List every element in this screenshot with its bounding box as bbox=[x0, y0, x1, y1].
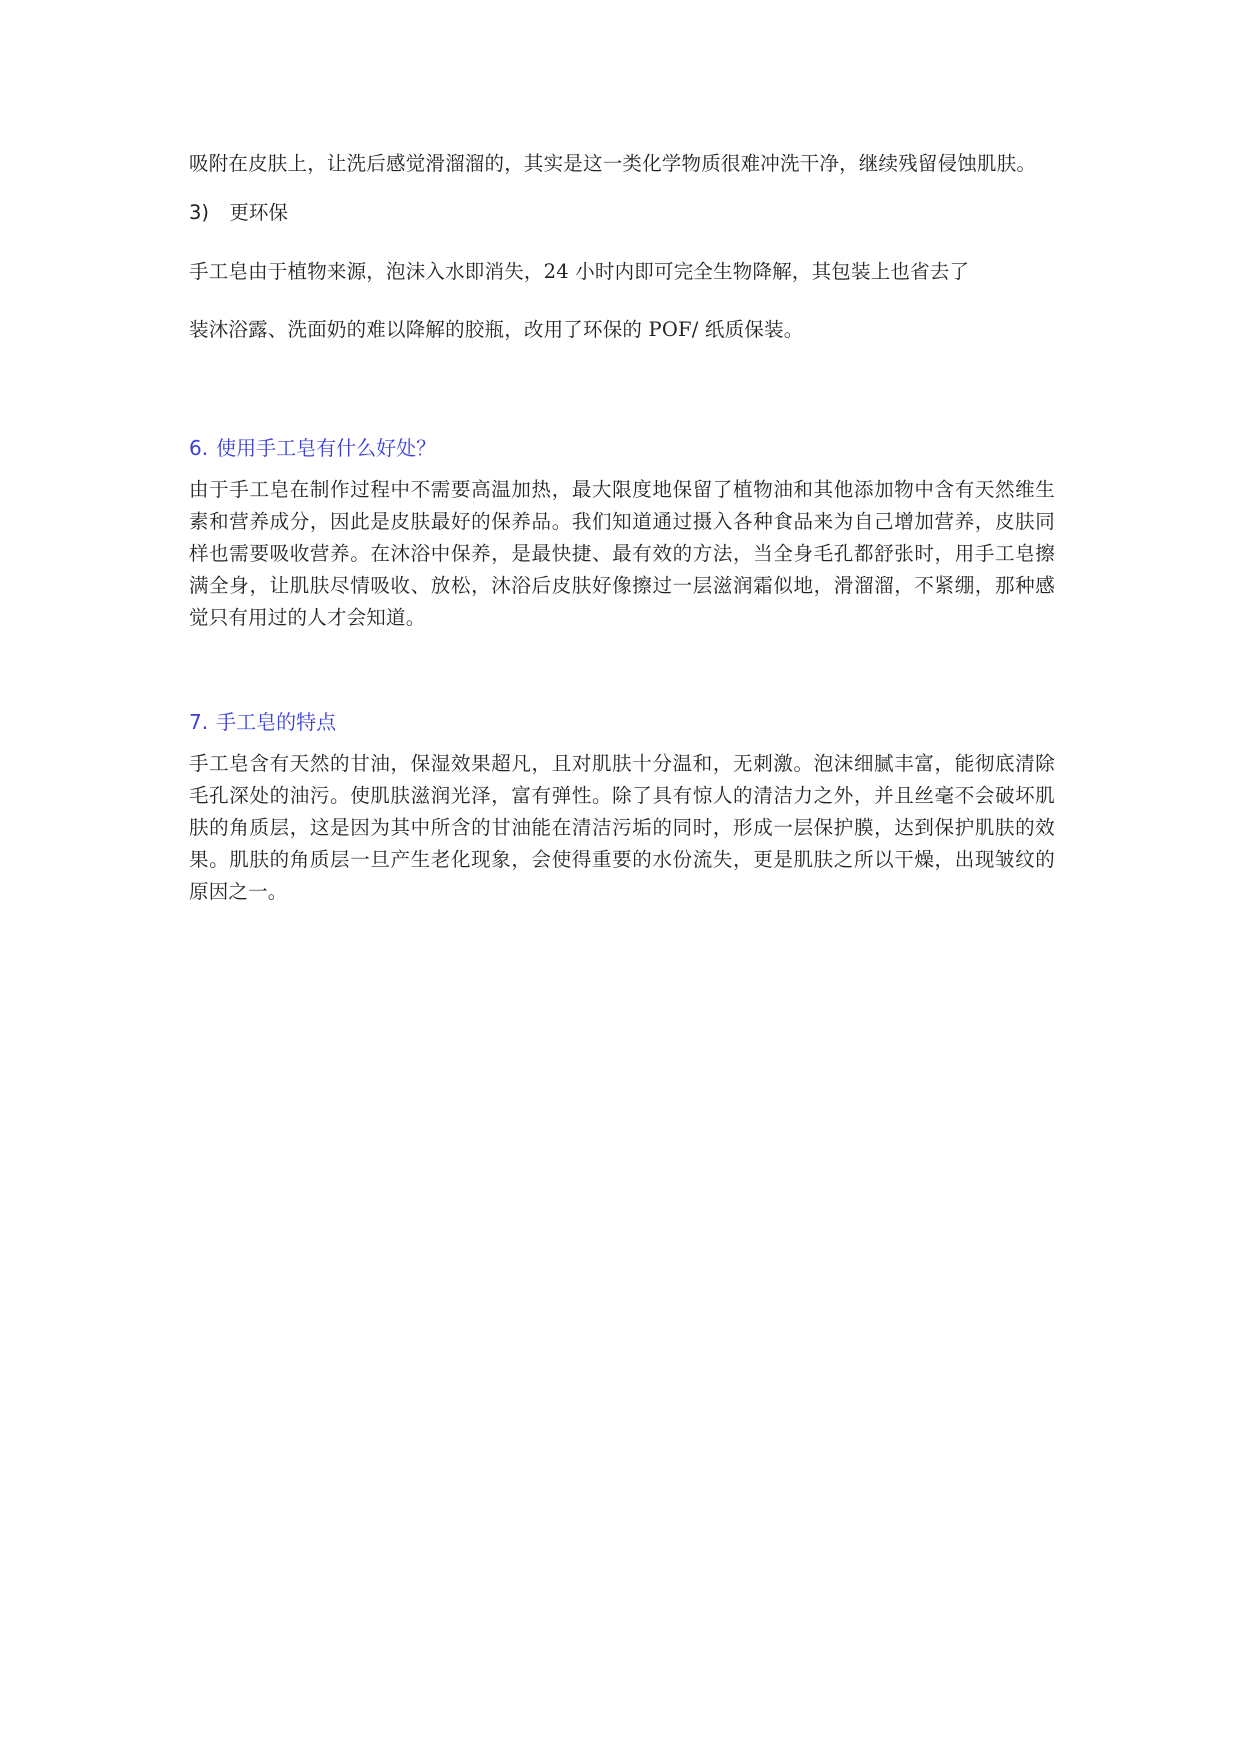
section-heading-features bbox=[189, 706, 1055, 738]
section-heading-benefits bbox=[189, 432, 1055, 464]
paragraph-benefits: 由于手工皂在制作过程中不需要高温加热，最大限度地保留了植物油和其他添加物中含有天然维生素和营养成分，因此是皮肤最好的保养品。我们知道通过摄入各种食品来为自己增加营养，皮肤同样也需要吸收营养。在沐浴中保养，是最快捷、最有效的方法，当全身毛孔都舒张时，用手工皂擦满全身，让肌肤尽情吸收、放松，沐浴后皮肤好像擦过一层滋润霜似地，滑溜溜，不紧绷，那种感觉只有用过的人才会知道。 bbox=[189, 478, 1055, 629]
list-number: 3) bbox=[189, 201, 210, 224]
document-content bbox=[189, 148, 1055, 908]
list-title: 更环保 bbox=[229, 201, 288, 224]
paragraph-eco-line1: 手工皂由于植物来源，泡沫入水即消失，24 小时内即可完全生物降解，其包装上也省去了 bbox=[189, 260, 970, 283]
paragraph-residue: 吸附在皮肤上，让洗后感觉滑溜溜的，其实是这一类化学物质很难冲洗干净，继续残留侵蚀肌肤。 bbox=[189, 152, 1037, 175]
paragraph-features: 手工皂含有天然的甘油，保湿效果超凡，且对肌肤十分温和，无刺激。泡沫细腻丰富，能彻底清除毛孔深处的油污。使肌肤滋润光泽，富有弹性。除了具有惊人的清洁力之外，并且丝毫不会破坏肌肤的角质层，这是因为其中所含的甘油能在清洁污垢的同时，形成一层保护膜，达到保护肌肤的效果。肌肤的角质层一旦产生老化现象，会使得重要的水份流失，更是肌肤之所以干燥，出现皱纹的原因之一。 bbox=[189, 752, 1055, 903]
paragraph-eco-line2: 装沐浴露、洗面奶的难以降解的胶瓶，改用了环保的 POF/ 纸质保装。 bbox=[189, 318, 804, 341]
section-title: 手工皂的特点 bbox=[216, 710, 337, 734]
section-number: 7. bbox=[189, 710, 209, 734]
section-number: 6. bbox=[189, 436, 209, 460]
section-title: 使用手工皂有什么好处？ bbox=[216, 436, 437, 460]
list-item-eco bbox=[189, 197, 1055, 229]
